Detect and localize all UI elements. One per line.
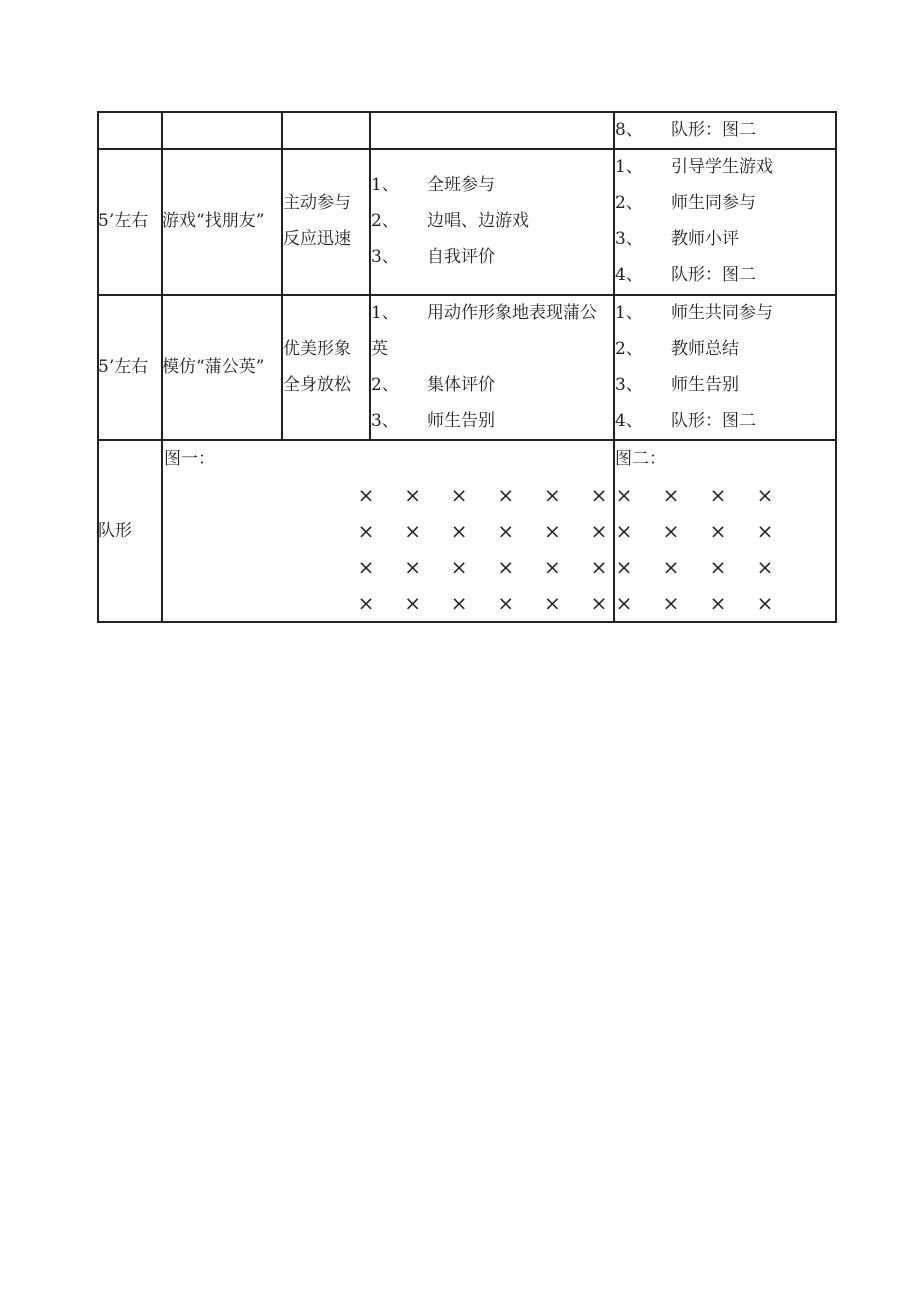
content-item <box>371 239 613 275</box>
figure1-cross: × <box>544 519 561 543</box>
row2-method <box>615 295 835 439</box>
figure1-grid <box>351 477 613 621</box>
item-number: 2、 <box>371 375 399 395</box>
figure2-cross: × <box>662 555 680 579</box>
row1-goal <box>283 185 369 257</box>
item-text: 队形：图二 <box>671 265 756 285</box>
item-number: 1、 <box>615 303 643 323</box>
figure1-cross: × <box>497 519 515 543</box>
method-item <box>615 257 835 293</box>
item-number: 3、 <box>615 375 643 395</box>
figure1-cross: × <box>404 555 421 579</box>
method-item <box>615 149 835 185</box>
figure2-cross: × <box>709 591 727 615</box>
figure1-cross: × <box>404 519 421 543</box>
figure1-cross: × <box>590 555 608 579</box>
figure2-cross: × <box>662 591 680 615</box>
row0-method-cell <box>615 112 835 148</box>
table-border-right <box>835 111 837 623</box>
figure2-cross: × <box>756 519 774 543</box>
content-item <box>371 331 613 367</box>
figure1-cross: × <box>590 483 608 507</box>
item-text: 师生告别 <box>427 411 495 431</box>
goal-line: 反应迅速 <box>283 229 351 249</box>
item-number: 3、 <box>371 411 399 431</box>
figure1-cross: × <box>450 519 468 543</box>
method-item <box>615 185 835 221</box>
figure1-cross: × <box>450 483 468 507</box>
item-text: 英 <box>371 339 388 359</box>
figure2-cross: × <box>662 519 680 543</box>
item-number: 3、 <box>371 247 399 267</box>
item-text: 集体评价 <box>427 375 495 395</box>
figure2-cross: × <box>662 483 680 507</box>
formation-label-text: 队形 <box>98 521 132 541</box>
item-text: 用动作形象地表现蒲公 <box>427 303 597 323</box>
figure1-cross: × <box>357 591 375 615</box>
figure1-cross: × <box>544 591 561 615</box>
item-number: 2、 <box>615 339 643 359</box>
time-text: 5’左右 <box>98 357 149 377</box>
item-number: 2、 <box>615 193 643 213</box>
row2-content <box>371 295 613 439</box>
activity-text: 游戏“找朋友” <box>162 211 265 231</box>
content-item <box>371 295 613 331</box>
method-item <box>615 331 835 367</box>
figure1-cross: × <box>404 483 421 507</box>
item-text: 教师总结 <box>671 339 739 359</box>
figure1-cross: × <box>357 555 375 579</box>
item-number: 1、 <box>371 303 399 323</box>
row1-time <box>98 203 162 239</box>
formation-label <box>98 513 162 549</box>
figure2-label-text: 图二： <box>615 449 666 469</box>
item-number: 1、 <box>371 175 399 195</box>
table-border-bottom <box>97 621 837 623</box>
item-text: 师生共同参与 <box>671 303 773 323</box>
figure1-cross: × <box>357 519 375 543</box>
method-item <box>615 367 835 403</box>
item-text: 队形：图二 <box>671 411 756 431</box>
figure1-label-text: 图一： <box>164 449 215 469</box>
goal-line: 主动参与 <box>283 193 351 213</box>
figure2-cross: × <box>756 555 774 579</box>
item-text: 自我评价 <box>427 247 495 267</box>
goal-line: 优美形象 <box>283 339 351 359</box>
figure1-cross: × <box>544 483 561 507</box>
row1-method <box>615 149 835 293</box>
method-item <box>615 403 835 439</box>
content-item <box>371 403 613 439</box>
content-item <box>371 167 613 203</box>
figure1-cross: × <box>404 591 421 615</box>
figure1-cross: × <box>497 591 515 615</box>
figure2-cross: × <box>615 483 633 507</box>
row2-time <box>98 349 162 385</box>
figure1-cross: × <box>497 555 515 579</box>
item-text: 全班参与 <box>427 175 495 195</box>
time-text: 5’左右 <box>98 211 149 231</box>
figure2-cross: × <box>615 591 633 615</box>
figure1-cross: × <box>450 555 468 579</box>
row1-activity <box>162 203 284 239</box>
figure2-cross: × <box>709 519 727 543</box>
figure1-cross: × <box>450 591 468 615</box>
row2-activity <box>162 349 284 385</box>
figure1-cross: × <box>590 591 608 615</box>
row1-content <box>371 167 613 275</box>
item-text: 引导学生游戏 <box>671 157 773 177</box>
figure2-cross: × <box>615 519 633 543</box>
method-item <box>615 112 835 148</box>
item-text: 队形：图二 <box>671 120 756 140</box>
figure2-cross: × <box>756 591 774 615</box>
method-item <box>615 295 835 331</box>
figure1-cross: × <box>357 483 375 507</box>
item-number: 3、 <box>615 229 643 249</box>
figure2-cross: × <box>709 483 727 507</box>
item-number: 4、 <box>615 411 643 431</box>
item-number: 2、 <box>371 211 399 231</box>
figure1-label <box>164 441 284 477</box>
figure1-cross: × <box>497 483 515 507</box>
figure2-grid <box>607 477 827 621</box>
row2-goal <box>283 331 369 403</box>
item-number: 1、 <box>615 157 643 177</box>
content-item <box>371 203 613 239</box>
figure2-cross: × <box>709 555 727 579</box>
item-text: 师生告别 <box>671 375 739 395</box>
item-text: 师生同参与 <box>671 193 756 213</box>
item-number: 8、 <box>615 120 643 140</box>
item-text: 教师小评 <box>671 229 739 249</box>
figure2-label <box>615 441 735 477</box>
item-number: 4、 <box>615 265 643 285</box>
item-text: 边唱、边游戏 <box>427 211 529 231</box>
figure1-cross: × <box>590 519 608 543</box>
activity-text: 模仿“蒲公英” <box>162 357 265 377</box>
goal-line: 全身放松 <box>283 375 351 395</box>
figure1-cross: × <box>544 555 561 579</box>
method-item <box>615 221 835 257</box>
figure2-cross: × <box>756 483 774 507</box>
figure2-cross: × <box>615 555 633 579</box>
content-item <box>371 367 613 403</box>
